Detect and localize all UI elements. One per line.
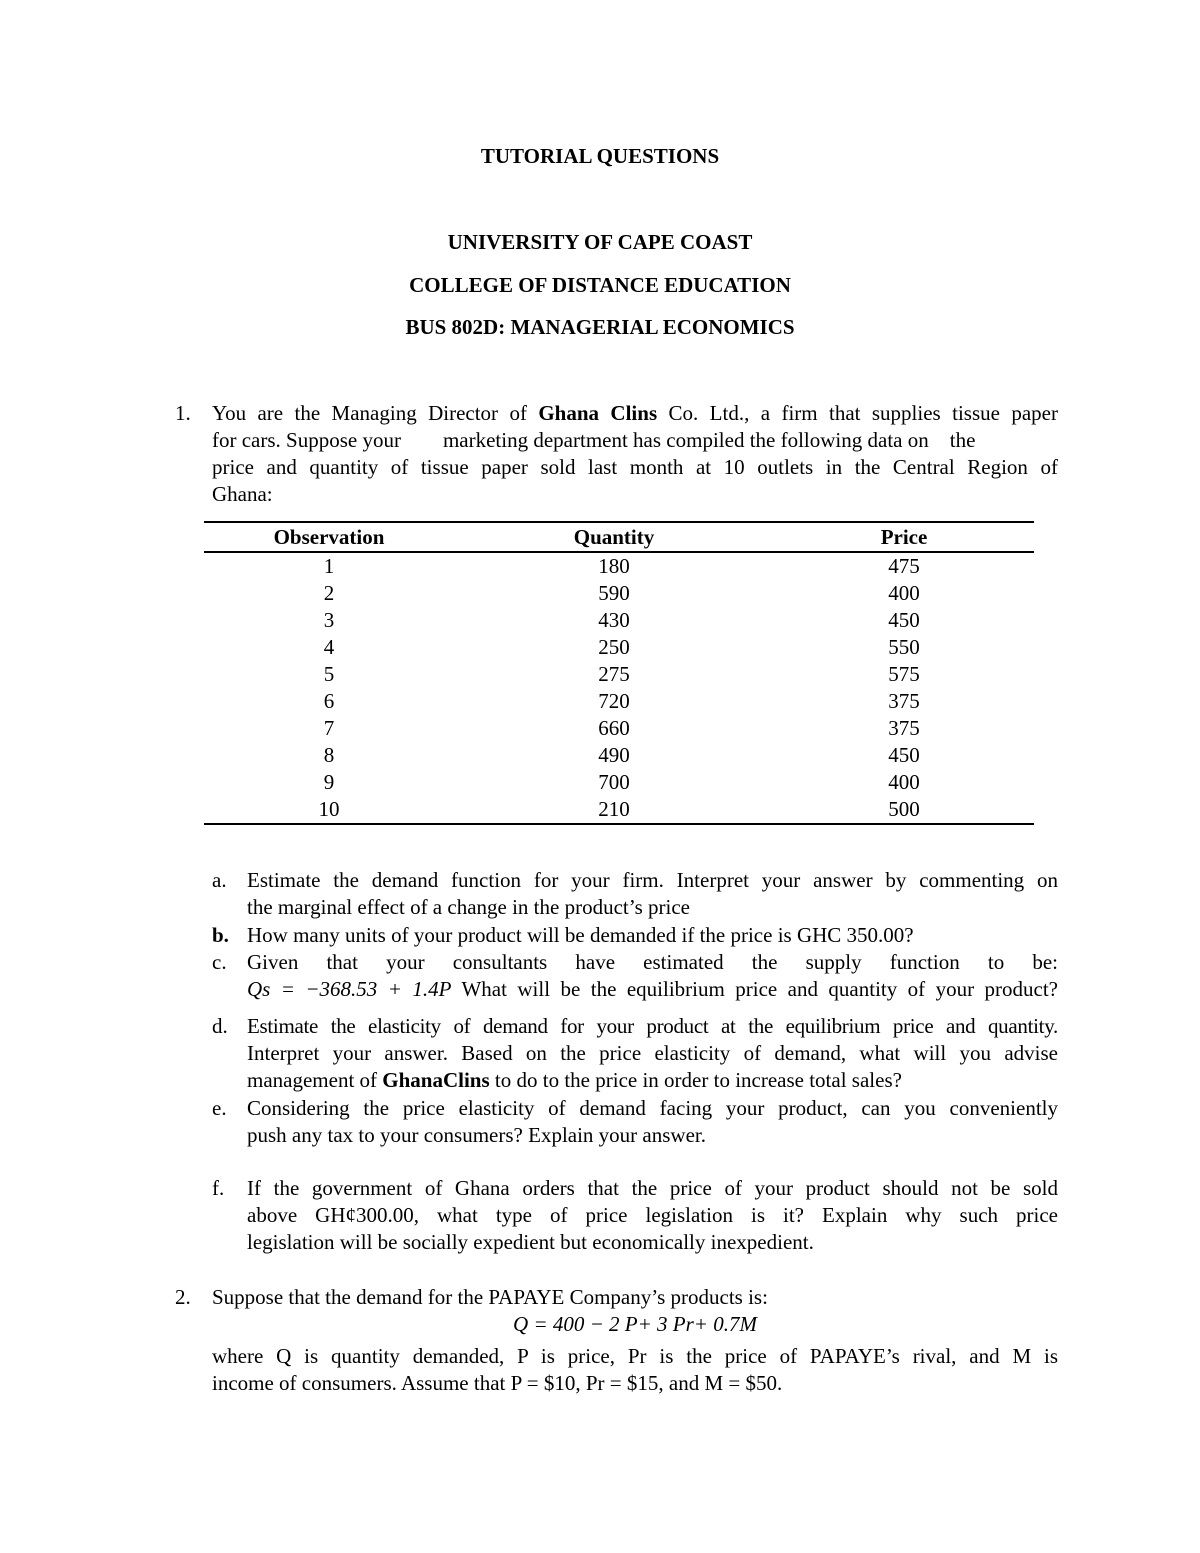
table-row (204, 580, 1034, 607)
part-d-line-1: Estimate the elasticity of demand for your product at the equilibrium price and quantity. (247, 1014, 1058, 1038)
cell-observation: 10 (204, 796, 454, 824)
part-f-label: f. (212, 1176, 225, 1200)
demand-equation-text: Q = 400 − 2 P+ 3 Pr+ 0.7M (513, 1312, 757, 1336)
cell-price: 450 (888, 743, 920, 767)
part-c-line-2 (247, 976, 1058, 1003)
header-price: Price (774, 522, 1034, 552)
university-name: UNIVERSITY OF CAPE COAST (447, 230, 753, 254)
course-title: BUS 802D: MANAGERIAL ECONOMICS (405, 315, 795, 339)
table-row (204, 607, 1034, 634)
cell-observation: 4 (323, 635, 335, 659)
question-2-number: 2. (175, 1285, 191, 1309)
question-2-line-3: income of consumers. Assume that P = $10, Pr = $15, and M = $50. (212, 1371, 783, 1395)
demand-equation (212, 1311, 1058, 1338)
cell-quantity: 490 (598, 743, 630, 767)
part-d-line-3 (247, 1067, 1058, 1094)
part-f-line-3: legislation will be socially expedient but economically inexpedient. (247, 1230, 814, 1254)
company-name: Ghana Clins (538, 401, 658, 425)
cell-observation: 8 (323, 743, 335, 767)
part-b-text (247, 922, 1058, 949)
part-c-question: What will be the equilibrium price and quantity of your product? (461, 977, 1058, 1001)
question-2-text (212, 1284, 1058, 1311)
cell-observation: 2 (323, 581, 335, 605)
table-row (204, 661, 1034, 688)
q1-line1-post: Co. Ltd., a firm that supplies tissue paper (657, 401, 1058, 425)
question-1-number: 1. (175, 401, 191, 425)
table-row (204, 634, 1034, 661)
part-e-line-1: Considering the price elasticity of demand facing your product, can you conveniently (247, 1096, 1058, 1120)
table-row (204, 796, 1034, 824)
part-b-line-1: How many units of your product will be demanded if the price is GHC 350.00? (247, 923, 914, 947)
company-name-inline: GhanaClins (382, 1068, 490, 1092)
cell-observation: 3 (323, 608, 335, 632)
part-a-line-2: the marginal effect of a change in the product’s price (247, 895, 690, 919)
college-name: COLLEGE OF DISTANCE EDUCATION (409, 273, 791, 297)
observation-table (204, 521, 1034, 825)
table-row (204, 552, 1034, 580)
part-d-line-2: Interpret your answer. Based on the price elasticity of demand, what will you advise (247, 1041, 1058, 1065)
part-a-label: a. (212, 868, 227, 892)
cell-quantity: 430 (598, 608, 630, 632)
cell-observation: 7 (323, 716, 335, 740)
part-c-text (247, 949, 1058, 1003)
cell-observation: 9 (323, 770, 335, 794)
cell-price: 450 (888, 608, 920, 632)
question-1-line-4: Ghana: (212, 482, 273, 506)
cell-price: 575 (888, 662, 920, 686)
part-f-line-1: If the government of Ghana orders that the price of your product should not be sold (247, 1176, 1058, 1200)
cell-quantity: 700 (598, 770, 630, 794)
part-a-line-1: Estimate the demand function for your firm. Interpret your answer by commenting on (247, 868, 1058, 892)
cell-price: 550 (888, 635, 920, 659)
table-row (204, 715, 1034, 742)
cell-quantity: 720 (598, 689, 630, 713)
cell-quantity: 590 (598, 581, 630, 605)
table-row (204, 769, 1034, 796)
cell-quantity: 250 (598, 635, 630, 659)
question-1-line-3: price and quantity of tissue paper sold last month at 10 outlets in the Central Region of (212, 455, 1058, 479)
cell-observation: 6 (323, 689, 335, 713)
part-d-text (247, 1013, 1058, 1094)
cell-price: 400 (888, 581, 920, 605)
cell-observation: 5 (323, 662, 335, 686)
question-2-line-1: Suppose that the demand for the PAPAYE Company’s products is: (212, 1285, 768, 1309)
table-row (204, 742, 1034, 769)
part-e-label: e. (212, 1096, 227, 1120)
question-1-line-2: for cars. Suppose your marketing department has compiled the following data on the (212, 428, 976, 452)
part-d-line3-post: to do to the price in order to increase total sales? (489, 1068, 902, 1092)
part-d-label: d. (212, 1014, 228, 1038)
part-d-line3-pre: management of (247, 1068, 383, 1092)
cell-observation: 1 (323, 554, 335, 578)
cell-price: 375 (888, 689, 920, 713)
q1-line1-pre: You are the Managing Director of (212, 401, 539, 425)
cell-quantity: 210 (454, 796, 774, 824)
part-b-label: b. (212, 923, 229, 947)
part-f-line-2: above GH¢300.00, what type of price legislation is it? Explain why such price (247, 1203, 1058, 1227)
part-c-line-1: Given that your consultants have estimated the supply function to be: (247, 950, 1058, 974)
cell-price: 375 (888, 716, 920, 740)
part-c-label: c. (212, 950, 227, 974)
cell-quantity: 660 (598, 716, 630, 740)
header-observation: Observation (204, 522, 454, 552)
header-quantity: Quantity (454, 522, 774, 552)
table-row (204, 688, 1034, 715)
question-2-definitions (212, 1343, 1058, 1397)
part-e-text (247, 1095, 1058, 1149)
cell-quantity: 275 (598, 662, 630, 686)
question-1-line-1 (212, 400, 1058, 427)
cell-quantity: 180 (598, 554, 630, 578)
supply-equation: Qs = −368.53 + 1.4P (247, 977, 452, 1001)
part-e-line-2: push any tax to your consumers? Explain your answer. (247, 1123, 706, 1147)
part-a-text (247, 867, 1058, 921)
part-f-text (247, 1175, 1058, 1256)
question-1-text (212, 400, 1058, 508)
cell-price: 475 (888, 554, 920, 578)
question-2-line-2: where Q is quantity demanded, P is price, Pr is the price of PAPAYE’s rival, and M is (212, 1344, 1058, 1368)
table-header-row (204, 522, 1034, 552)
page-title: TUTORIAL QUESTIONS (480, 144, 720, 168)
cell-price: 500 (774, 796, 1034, 824)
cell-price: 400 (888, 770, 920, 794)
